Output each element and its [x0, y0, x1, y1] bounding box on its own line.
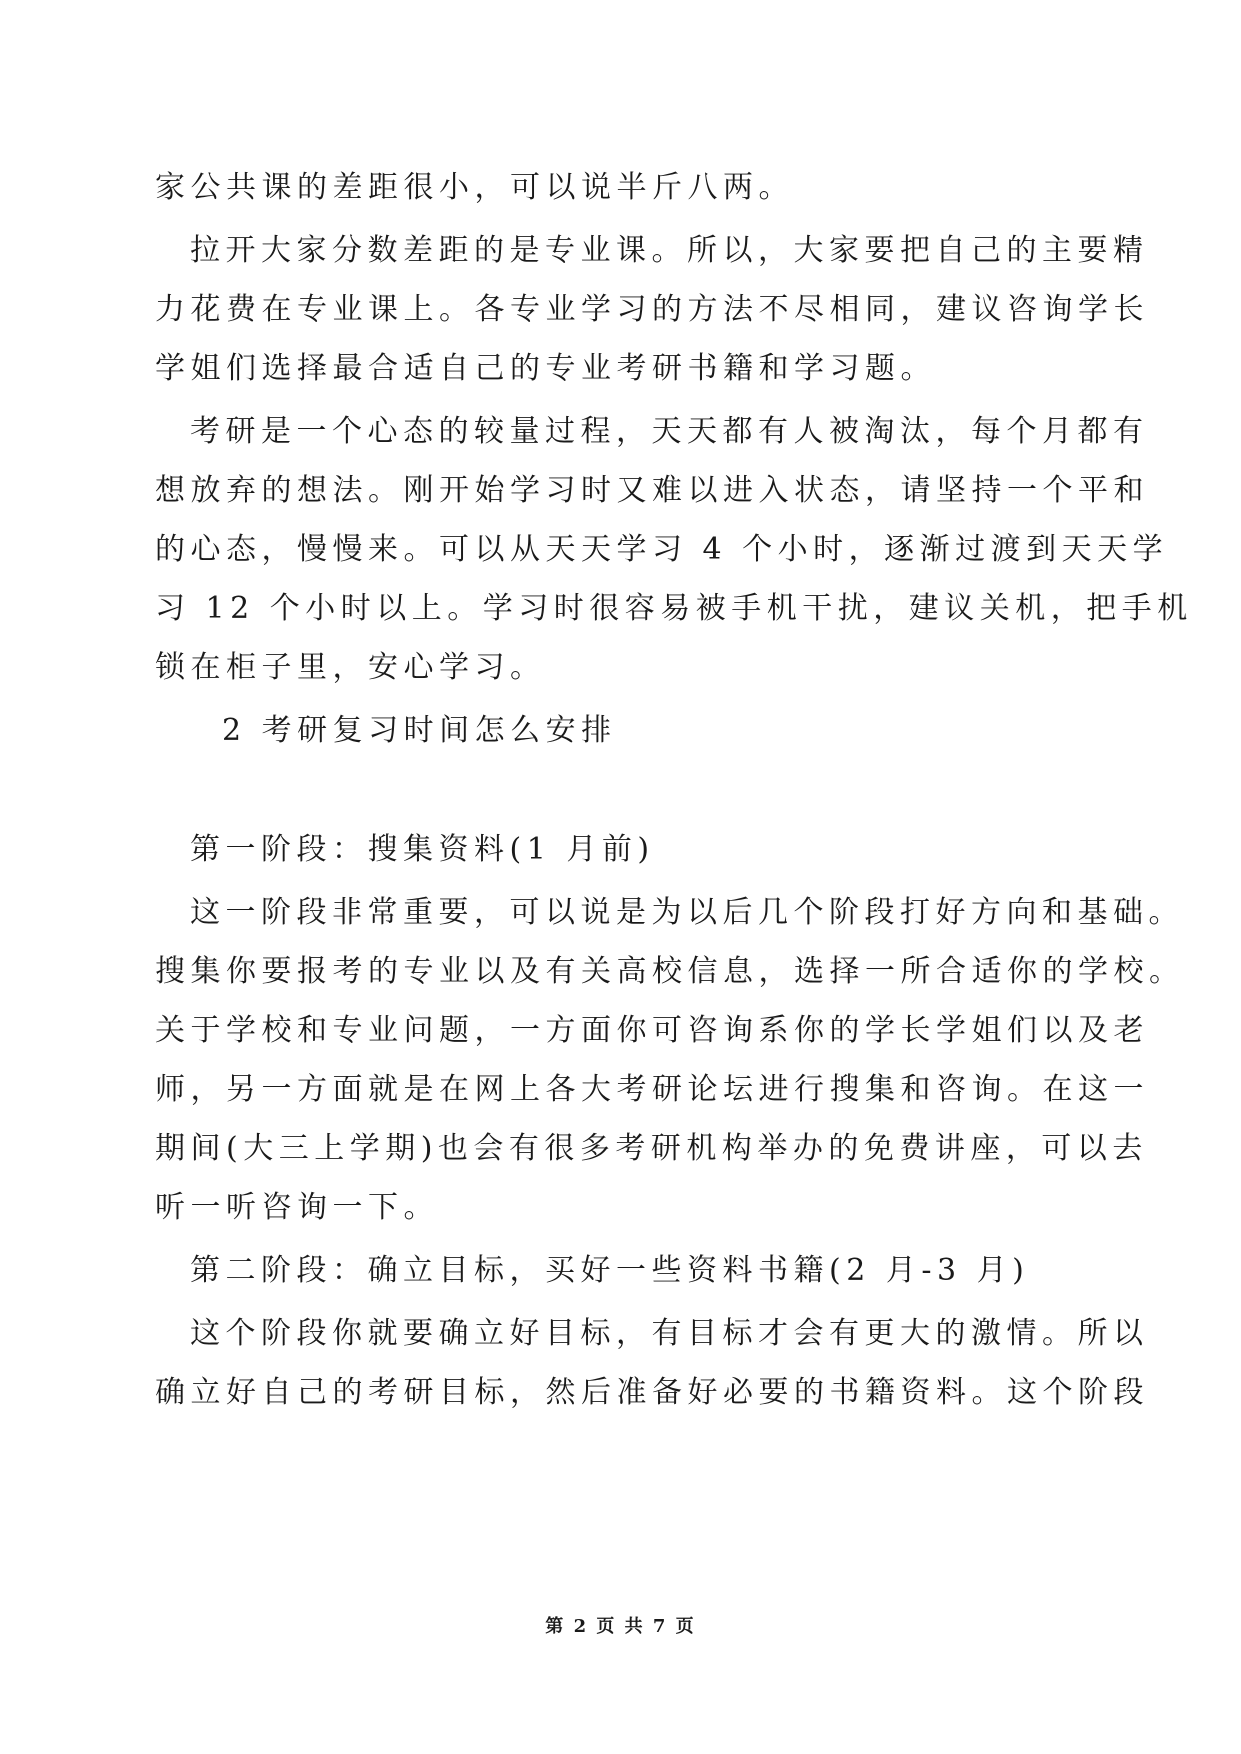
text-line: 关于学校和专业问题，一方面你可咨询系你的学长学姐们以及老 [155, 1013, 1149, 1048]
paragraph-first-line: 这个阶段你就要确立好目标，有目标才会有更大的激情。所以 [190, 1316, 1149, 1351]
text-line: 确立好自己的考研目标，然后准备好必要的书籍资料。这个阶段 [155, 1375, 1149, 1410]
text-line: 的心态，慢慢来。可以从天天学习 4 个小时，逐渐过渡到天天学 [155, 532, 1169, 567]
text-line: 学姐们选择最合适自己的专业考研书籍和学习题。 [155, 351, 936, 386]
page-number-footer: 第 2 页 共 7 页 [545, 1616, 696, 1637]
text-line: 搜集你要报考的专业以及有关高校信息，选择一所合适你的学校。 [155, 954, 1185, 989]
text-line: 期间(大三上学期)也会有很多考研机构举办的免费讲座，可以去 [155, 1131, 1148, 1166]
text-line: 想放弃的想法。刚开始学习时又难以进入状态，请坚持一个平和 [155, 473, 1149, 508]
text-line: 家公共课的差距很小，可以说半斤八两。 [155, 170, 794, 205]
text-line: 习 12 个小时以上。学习时很容易被手机干扰，建议关机，把手机 [155, 591, 1193, 626]
text-line: 师，另一方面就是在网上各大考研论坛进行搜集和咨询。在这一 [155, 1072, 1149, 1107]
paragraph-first-line: 拉开大家分数差距的是专业课。所以，大家要把自己的主要精 [190, 233, 1149, 268]
stage-heading: 第二阶段：确立目标，买好一些资料书籍(2 月-3 月) [190, 1253, 1030, 1288]
text-line: 锁在柜子里，安心学习。 [155, 650, 546, 685]
stage-heading: 第一阶段：搜集资料(1 月前) [190, 832, 655, 867]
paragraph-first-line: 这一阶段非常重要，可以说是为以后几个阶段打好方向和基础。 [190, 895, 1184, 930]
text-line: 听一听咨询一下。 [155, 1190, 439, 1225]
text-line: 力花费在专业课上。各专业学习的方法不尽相同，建议咨询学长 [155, 292, 1149, 327]
section-heading: 2 考研复习时间怎么安排 [222, 713, 617, 748]
paragraph-first-line: 考研是一个心态的较量过程，天天都有人被淘汰，每个月都有 [190, 414, 1149, 449]
